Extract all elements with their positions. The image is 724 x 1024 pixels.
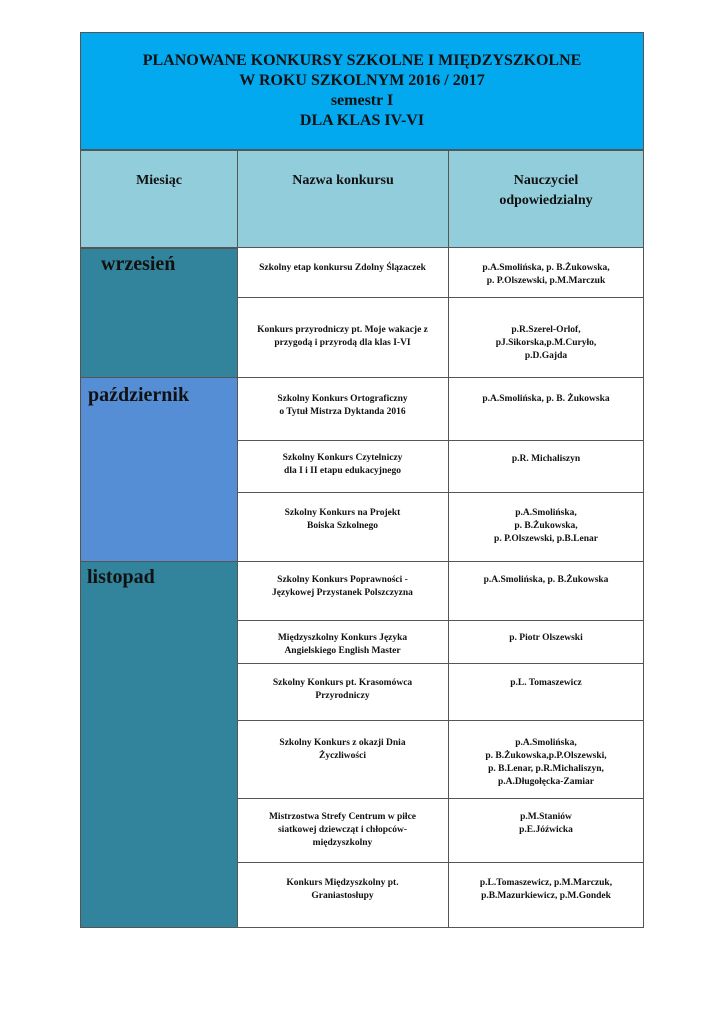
teacher-name: p. Piotr Olszewski [509, 633, 583, 643]
header-contest [237, 150, 449, 248]
header-month [80, 150, 238, 248]
teacher-name: p.R. Michaliszyn [511, 454, 581, 464]
page-title [80, 32, 644, 150]
row-divider [237, 561, 644, 562]
row-divider [237, 620, 644, 621]
title-line-3: semestr I [330, 92, 394, 109]
row-divider [237, 377, 644, 378]
contest-name: Szkolny Konkurs na Projekt Boiska Szkolnego [284, 508, 401, 531]
month-cell-october [80, 377, 238, 562]
contest-name: Szkolny Konkurs Czytelniczy dla I i II etapu edukacyjnego [282, 453, 403, 476]
row-divider [237, 862, 644, 863]
header-teacher-label: Nauczyciel odpowiedzialny [499, 173, 593, 208]
title-line-4: DLA KLAS IV-VI [299, 112, 425, 129]
row-divider [237, 297, 644, 298]
header-contest-label: Nazwa konkursu [292, 173, 394, 188]
contest-name: Szkolny Konkurs pt. Krasomówca Przyrodniczy [272, 678, 413, 701]
teacher-name: p.A.Smolińska, p. B.Żukowska, p. P.Olszewski, p.M.Marczuk [482, 263, 610, 286]
contest-name: Szkolny etap konkursu Zdolny Ślązaczek [259, 263, 426, 273]
row-divider [237, 663, 644, 664]
contest-name: Szkolny Konkurs Ortograficzny o Tytuł Mistrza Dyktanda 2016 [277, 394, 408, 417]
month-september: wrzesień [101, 253, 176, 275]
teacher-name: p.R.Szerel-Orlof, pJ.Sikorska,p.M.Curyło, p.D.Gajda [495, 325, 597, 361]
teacher-name: p.L. Tomaszewicz [510, 678, 582, 688]
contest-name: Szkolny Konkurs Poprawności - Językowej Przystanek Polszczyzna [272, 575, 413, 598]
contest-name: Mistrzostwa Strefy Centrum w piłce siatkowej dziewcząt i chłopców- międzyszkolny [268, 812, 417, 848]
month-october: październik [88, 384, 190, 406]
teacher-name: p.A.Smolińska, p. B.Żukowska, p. P.Olszewski, p.B.Lenar [494, 508, 598, 544]
teacher-name: p.M.Staniów p.E.Jóźwicka [519, 812, 573, 835]
month-cell-september [80, 248, 238, 378]
teacher-name: p.A.Smolińska, p. B.Żukowska [483, 575, 609, 585]
row-divider [237, 492, 644, 493]
teacher-name: p.L.Tomaszewicz, p.M.Marczuk, p.B.Mazurkiewicz, p.M.Gondek [479, 878, 613, 901]
teacher-name: p.A.Smolińska, p. B. Żukowska [482, 394, 610, 404]
title-line-2: W ROKU SZKOLNYM 2016 / 2017 [239, 72, 485, 89]
month-november: listopad [87, 566, 155, 588]
month-cell-november [80, 561, 238, 928]
header-teacher [448, 150, 644, 248]
title-line-1: PLANOWANE KONKURSY SZKOLNE I MIĘDZYSZKOLNE [142, 52, 582, 69]
teacher-name: p.A.Smolińska, p. B.Żukowska,p.P.Olszewski, p. B.Lenar, p.R.Michaliszyn, p.A.Długołęcka-Zamiar [485, 738, 607, 787]
header-month-label: Miesiąc [136, 173, 182, 188]
contest-name: Szkolny Konkurs z okazji Dnia Życzliwości [279, 738, 406, 761]
row-divider [237, 720, 644, 721]
contest-name: Konkurs Międzyszkolny pt. Graniastosłupy [286, 878, 399, 901]
row-divider [237, 440, 644, 441]
contest-name: Międzyszkolny Konkurs Języka Angielskiego English Master [277, 633, 408, 656]
row-divider [237, 798, 644, 799]
contest-name: Konkurs przyrodniczy pt. Moje wakacje z przygodą i przyrodą dla klas I-VI [257, 325, 428, 348]
